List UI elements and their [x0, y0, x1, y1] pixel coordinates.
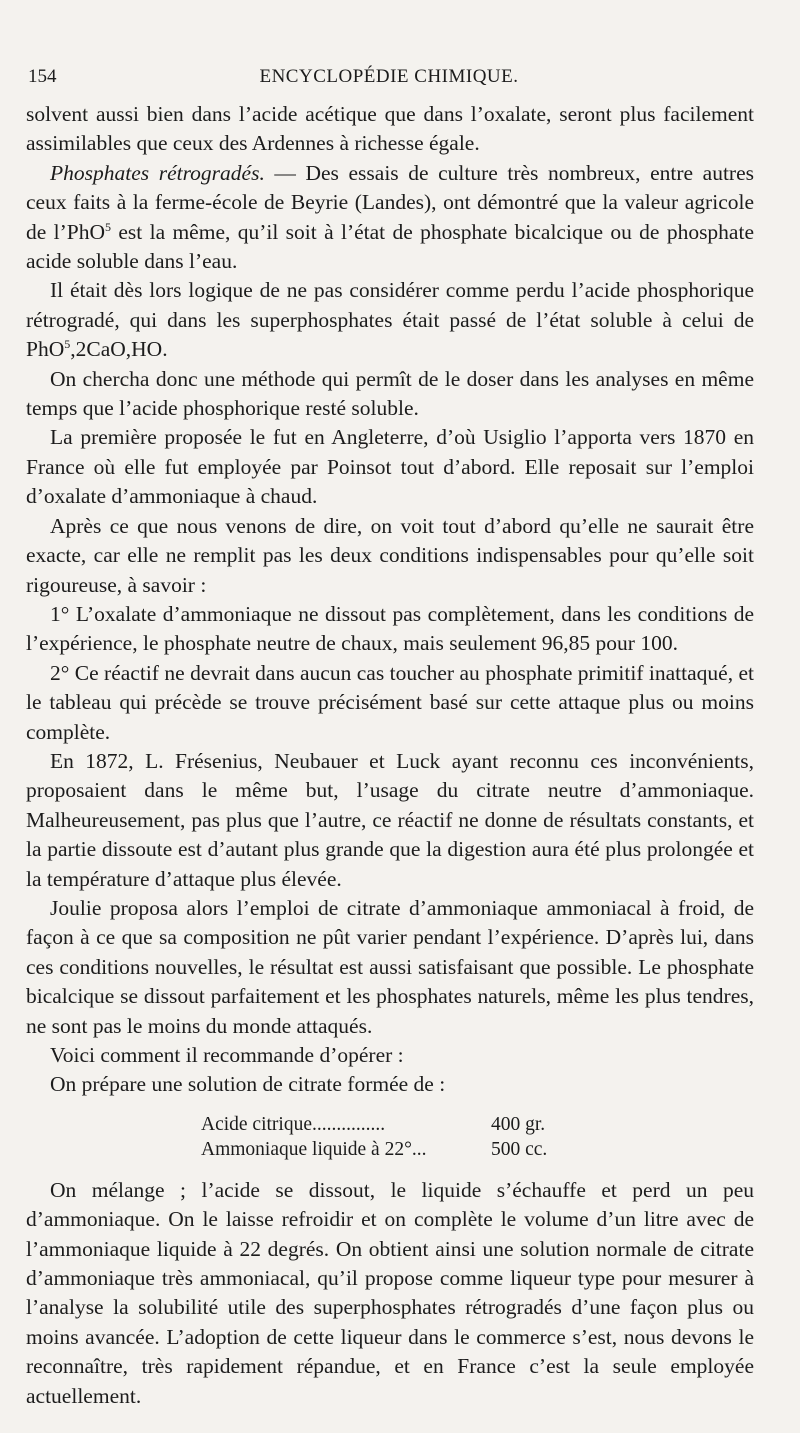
recipe-ingredient: Acide citrique............... [201, 1113, 386, 1135]
recipe-quantity: 500 cc. [491, 1138, 548, 1160]
paragraph: solvent aussi bien dans l’acide acétique que dans l’oxalate, seront plus facilement assimilables que ceux des Ardennes à richesse égale. [26, 102, 754, 156]
page-header [24, 66, 754, 96]
recipe-row [201, 1137, 754, 1162]
section-title: Phosphates rétrogradés. [50, 160, 265, 185]
list-item: 1° L’oxalate d’ammoniaque ne dissout pas complètement, dans les conditions de l’expérience, le phosphate neutre de chaux, mais seulement 96,85 pour 100. [26, 601, 754, 656]
paragraph: Joulie proposa alors l’emploi de citrate d’ammoniaque ammoniacal à froid, de façon à ce que sa composition ne pût varier pendant l’expérience. D’après lui, dans ces conditions nouvelles, le résultat est aussi satisfaisant que possible. Le phosphate bicalcique se dissout parfaitement et les phosphates naturels, même les plus tendres, ne sont pas le moins du monde attaqués. [26, 895, 754, 1038]
paragraph: Il était dès lors logique de ne pas considérer comme perdu l’acide phosphorique rétrogradé, qui dans les superphosphates était passé de l’état soluble à celui de PhO$^5$,2CaO,HO. [26, 278, 754, 362]
paragraph: On mélange ; l’acide se dissout, le liquide s’échauffe et perd un peu d’ammoniaque. On le laisse refroidir et on complète le volume d’un litre avec de l’ammoniaque liquide à 22 degrés. On obtient ainsi une solution normale de citrate d’ammoniaque très ammoniacal, qu’il propose comme liqueur type pour mesurer à l’analyse la solubilité utile des superphosphates rétrogradés d’une façon plus ou moins avancée. L’adoption de cette liqueur dans le commerce s’est, nous devons le reconnaître, très rapidement répandue, et en France c’est la seule employée actuellement. [26, 1177, 754, 1408]
page-number: 154 [28, 66, 57, 87]
paragraph: On chercha donc une méthode qui permît de le doser dans les analyses en même temps que l’acide phosphorique resté soluble. [26, 366, 754, 421]
paragraph: La première proposée le fut en Angleterre, d’où Usiglio l’apporta vers 1870 en France où elle fut employée par Poinsot tout d’abord. Elle reposait sur l’emploi d’oxalate d’ammoniaque à chaud. [26, 425, 754, 509]
paragraph: Après ce que nous venons de dire, on voit tout d’abord qu’elle ne saurait être exacte, car elle ne remplit pas les deux conditions indispensables pour qu’elle soit rigoureuse, à savoir : [26, 513, 754, 597]
paragraph: Voici comment il recommande d’opérer : [50, 1043, 404, 1067]
running-title: ENCYCLOPÉDIE CHIMIQUE. [259, 66, 519, 87]
recipe-row [201, 1112, 754, 1137]
body-text [26, 100, 754, 1411]
paragraph: On prépare une solution de citrate formée de : [50, 1072, 446, 1097]
recipe-ingredient: Ammoniaque liquide à 22°... [201, 1138, 427, 1160]
recipe-table [26, 1112, 754, 1162]
list-item: 2° Ce réactif ne devrait dans aucun cas toucher au phosphate primitif inattaqué, et le tableau qui précède se trouve précisément basé sur cette attaque plus ou moins complète. [26, 660, 754, 744]
paragraph: Phosphates rétrogradés. — Des essais de culture très nombreux, entre autres ceux faits à la ferme-école de Beyrie (Landes), ont démontré que la valeur agricole de l’PhO$^5$ est la même, qu’il soit à l’état de phosphate bicalcique ou de phosphate acide soluble dans l’eau. [26, 160, 754, 274]
recipe-quantity: 400 gr. [491, 1113, 546, 1135]
paragraph: En 1872, L. Frésenius, Neubauer et Luck ayant reconnu ces inconvénients, proposaient dans le même but, l’usage du citrate neutre d’ammoniaque. Malheureusement, pas plus que l’autre, ce réactif ne donne de résultats constants, et la partie dissoute est d’autant plus grande que la digestion aura été plus prolongée et la température d’attaque plus élevée. [26, 748, 754, 891]
